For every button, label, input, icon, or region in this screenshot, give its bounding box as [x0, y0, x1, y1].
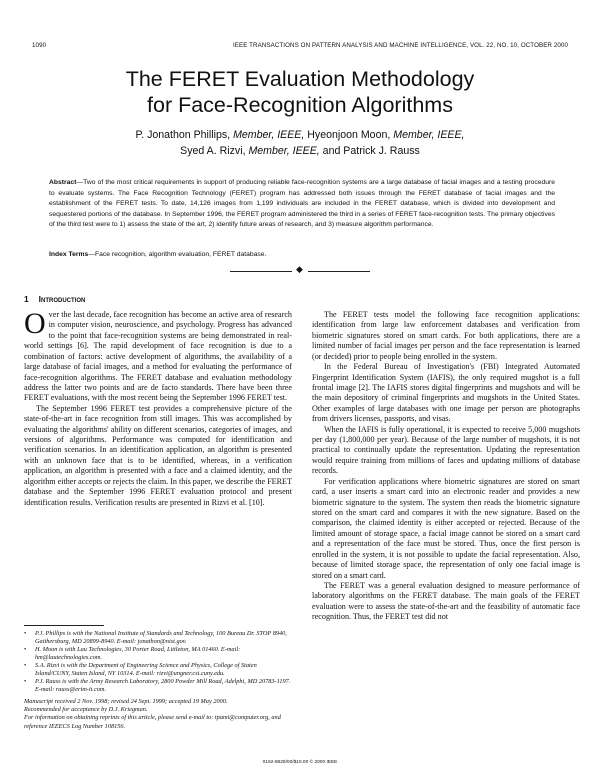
author-list: [0, 128, 600, 159]
intro-paragraph-1-text: ver the last decade, face recognition has become an active area of research in computer vision, neuroscience, and psychology. Progress has advanced to the point that face-recognition systems are being demonstrated in real-world settings [6]. The rapid development of face recognition is due to a combination of factors: active development of algorithms, the availability of a large database of facial images, and a method for evaluating the performance of face-recognition algorithms. The FERET database and evaluation methodology address the latter two points and are de facto standards. There have been three FERET evaluations, with the most recent being the September 1996 FERET test.: [24, 310, 292, 403]
right-column: [312, 310, 580, 623]
right-paragraph-3: When the IAFIS is fully operational, it is expected to receive 5,000 mugshots per day (1,800,000 per year). Because of the large number of mugshots, it is not practical to continually update the representation. Updating the representation would require training from millions of faces and updating millions of database records.: [312, 424, 580, 476]
footnote-rule: [24, 625, 104, 626]
section-title: Introduction: [38, 294, 86, 304]
index-terms-text: —Face recognition, algorithm evaluation, FERET database.: [88, 251, 267, 258]
bullet-icon: •: [24, 678, 27, 686]
recommended-for-acceptance: Recommended for acceptance by D.J. Kriegman.: [24, 706, 148, 714]
index-terms-label: Index Terms: [49, 251, 89, 258]
bullet-icon: •: [24, 662, 27, 670]
right-paragraph-4: For verification applications where biometric signatures are stored on smart card, a user inserts a smart card into an electronic reader and provides a new biometric signature to the system. The system then reads the biometric signature stored on the smart card and compares it with the new signature. Based on the comparison, the claimed identity is either accepted or rejected. Because of the limited amount of storage space, a facial image cannot be stored on a smart card and a representation of the face must be stored. Thus, once the first person is enrolled in the system, it is not possible to update the facial representation. Also, because of limited storage space, the representation of only one facial image is stored on a smart card.: [312, 476, 580, 580]
intro-paragraph-1: [24, 307, 292, 404]
divider-rule-left: [230, 271, 292, 272]
footnote-item: [24, 662, 292, 678]
drop-cap: O: [24, 307, 46, 340]
title-line-1: The FERET Evaluation Methodology: [125, 67, 475, 91]
right-paragraph-1: The FERET tests model the following face recognition applications: identification from large law enforcement databases and verification from biometric signatures stored on smart cards. For both applications, there are a limited number of facial images per person and the face representation is learned (or decided) prior to people being enrolled in the system.: [312, 310, 580, 361]
author-1-role: Member, IEEE,: [233, 129, 305, 141]
abstract-text: —Two of the most critical requirements in support of producing reliable face-recognition systems are a large database of facial images and a testing procedure to evaluate systems. The Face Recognition Technology (FERET) program has addressed both issues through the FERET database of facial images and the establishment of the FERET tests. To date, 14,126 images from 1,199 individuals are included in the FERET database, which is divided into development and sequestered portions of the database. In September 1996, the FERET program administered the third in a series of FERET face-recognition tests. The primary objectives of the third test were to 1) assess the state of the art, 2) identify future areas of research, and 3) measure algorithm performance.: [49, 179, 555, 229]
footnotes: [24, 630, 292, 731]
index-terms: [49, 250, 555, 260]
abstract-label: Abstract: [49, 179, 77, 186]
footnote-text: P.J. Phillips is with the National Institute of Standards and Technology, 100 Bureau Dr. STOP 8940, Gaithersburg, MD 20899-8940. E-mail: jonathon@nist.gov.: [35, 630, 287, 646]
author-1: P. Jonathon Phillips,: [135, 129, 231, 141]
footnote-item: [24, 678, 292, 694]
author-2: Hyeonjoon Moon,: [307, 129, 391, 141]
manuscript-received: Manuscript received 2 Nov. 1998; revised 24 Sept. 1999; accepted 19 May 2000.: [24, 698, 228, 706]
abstract: [49, 178, 555, 231]
footnote-text: S.A. Rizvi is with the Department of Engineering Science and Physics, College of Staten Island/CUNY, Staten Island, NY 10314. E-mail: rizvi@ungner.csi.cuny.edu.: [35, 662, 257, 678]
author-4: and Patrick J. Rauss: [322, 144, 420, 157]
right-paragraph-2: In the Federal Bureau of Investigation's (FBI) Integrated Automated Fingerprint Identification System (IAFIS), the only required mugshot is a full frontal image [2]. The IAFIS stores digital fingerprints and mugshots and will be the main depository of criminal fingerprints and mugshots in the United States. Other examples of large databases with one image per person are photographs from drivers licenses, passports, and visas.: [312, 362, 580, 424]
section-divider: [230, 266, 370, 276]
authors-line-2: [0, 144, 600, 160]
right-paragraph-5: The FERET was a general evaluation designed to measure performance of laboratory algorithms on the FERET database. The main goals of the FERET evaluation were to assess the state-of-the-art and the feasibility of automatic face recognition. Thus, the FERET test did not: [312, 580, 580, 622]
bullet-icon: •: [24, 646, 27, 654]
paper-title: [0, 66, 600, 118]
left-column: [24, 307, 292, 508]
author-2-role: Member, IEEE,: [393, 129, 465, 141]
author-3-role: Member, IEEE,: [248, 144, 320, 157]
copyright-line: 0162-8828/00/$10.00 © 2000 IEEE: [262, 760, 338, 765]
section-number: 1: [24, 294, 29, 304]
footnote-text: H. Moon is with Lau Technologies, 30 Porter Road, Littleton, MA 01460. E-mail: hm@lautechnologies.com.: [35, 646, 241, 662]
footnote-item: [24, 646, 292, 662]
footnote-text: P.J. Rauss is with the Army Research Laboratory, 2800 Powder Mill Road, Adelphi, MD 20783-1197. E-mail: rauss@erim-it.com.: [35, 678, 291, 694]
intro-paragraph-2: The September 1996 FERET test provides a comprehensive picture of the state-of-the-art in face recognition from still images. This was accomplished by evaluating the algorithms' ability on different scenarios, categories of images, and versions of algorithms. Performance was computed for identification and verification scenarios. In an identification application, an algorithm is presented with an unknown face that is to be identified, whereas, in a verification application, an algorithm is presented with a face and a claimed identity, and the algorithm either accepts or rejects the claim. In this paper, we describe the FERET database and the September 1996 FERET evaluation protocol and present identification results. Verification results are presented in Rizvi et al. [10].: [24, 403, 292, 507]
journal-header: IEEE TRANSACTIONS ON PATTERN ANALYSIS AND MACHINE INTELLIGENCE, VOL. 22, NO. 10, OCTOBER 2000: [232, 42, 568, 49]
page-number: 1090: [32, 42, 47, 49]
title-line-2: for Face-Recognition Algorithms: [147, 93, 453, 117]
footnote-item: [24, 630, 292, 646]
author-3: Syed A. Rizvi,: [180, 144, 246, 157]
authors-line-1: [0, 128, 600, 144]
section-heading: [24, 294, 85, 304]
divider-rule-right: [308, 271, 370, 272]
reprint-info: For information on obtaining reprints of this article, please send e-mail to: tpami@computer.org, and reference IEEECS Log Number 108156.: [24, 714, 281, 730]
divider-diamond-icon: ◆: [296, 264, 303, 274]
bullet-icon: •: [24, 630, 27, 637]
